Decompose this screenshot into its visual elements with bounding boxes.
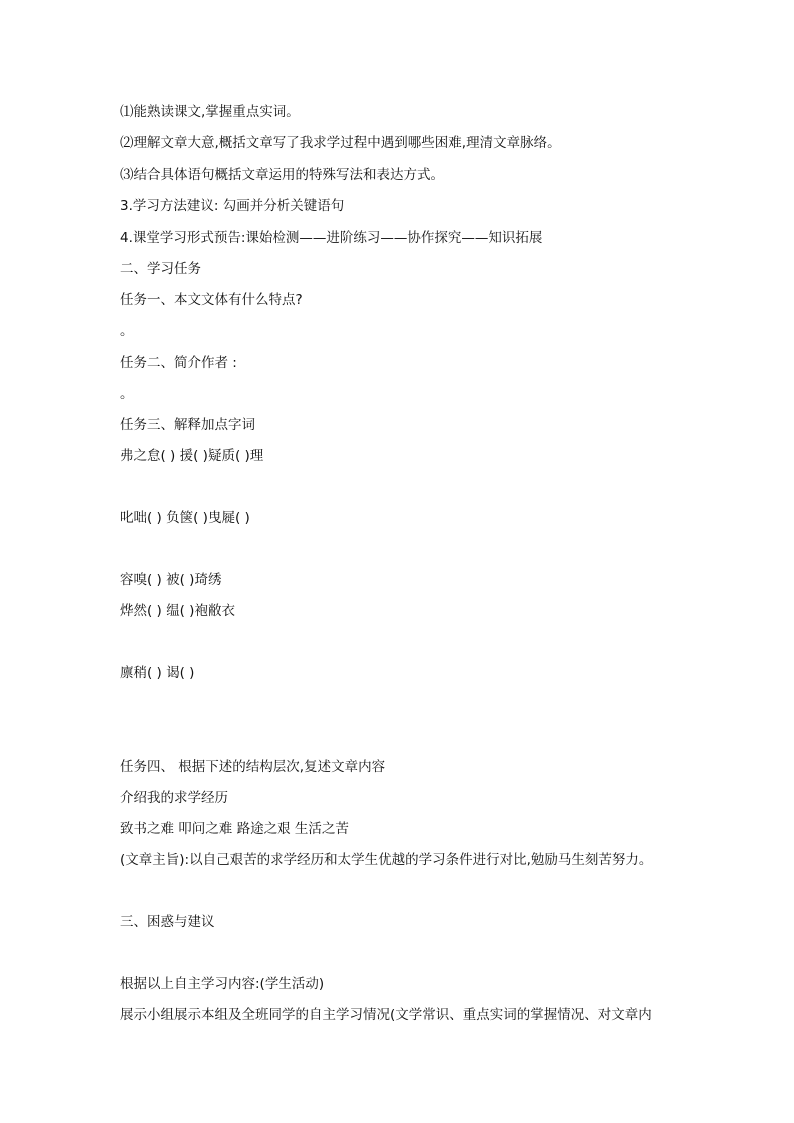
task3-row-3: 容嗅( ) 被( )琦绣: [120, 572, 222, 588]
task3-row-5: 廪稍( ) 谒( ): [120, 665, 195, 681]
objective-1: ⑴能熟读课文,掌握重点实词。: [120, 104, 300, 120]
section2-heading: 二、学习任务: [120, 261, 201, 277]
task3-title: 任务三、解释加点字词: [120, 417, 255, 433]
task2-title: 任务二、简介作者 :: [120, 355, 237, 371]
self-study-title: 根据以上自主学习内容:(学生活动): [120, 976, 325, 992]
task3-row-1: 弗之怠( ) 援( )疑质( )理: [120, 448, 264, 464]
class-form-preview: 4.课堂学习形式预告:课始检测——进阶练习——协作探究——知识拓展: [120, 230, 543, 246]
task4-theme: (文章主旨):以自己艰苦的求学经历和太学生优越的学习条件进行对比,勉励马生刻苦努力。: [120, 852, 653, 868]
task4-intro: 介绍我的求学经历: [120, 790, 228, 806]
objective-2: ⑵理解文章大意,概括文章写了我求学过程中遇到哪些困难,理清文章脉络。: [120, 135, 561, 151]
self-study-text: 展示小组展示本组及全班同学的自主学习情况(文学常识、重点实词的掌握情况、对文章内: [120, 1007, 652, 1023]
task1-answer: 。: [120, 323, 134, 339]
task3-row-2: 叱咄( ) 负箧( )曳屣( ): [120, 510, 250, 526]
task2-answer: 。: [120, 386, 134, 402]
task3-row-4: 烨然( ) 缊( )袍敝衣: [120, 603, 235, 619]
objective-3: ⑶结合具体语句概括文章运用的特殊写法和表达方式。: [120, 167, 444, 183]
task4-title: 任务四、 根据下述的结构层次,复述文章内容: [120, 759, 386, 775]
method-advice: 3.学习方法建议: 勾画并分析关键语句: [120, 198, 345, 214]
section3-heading: 三、困惑与建议: [120, 914, 215, 930]
task1-title: 任务一、本文文体有什么特点?: [120, 292, 303, 308]
task4-hardships: 致书之难 叩问之难 路途之艰 生活之苦: [120, 821, 349, 837]
